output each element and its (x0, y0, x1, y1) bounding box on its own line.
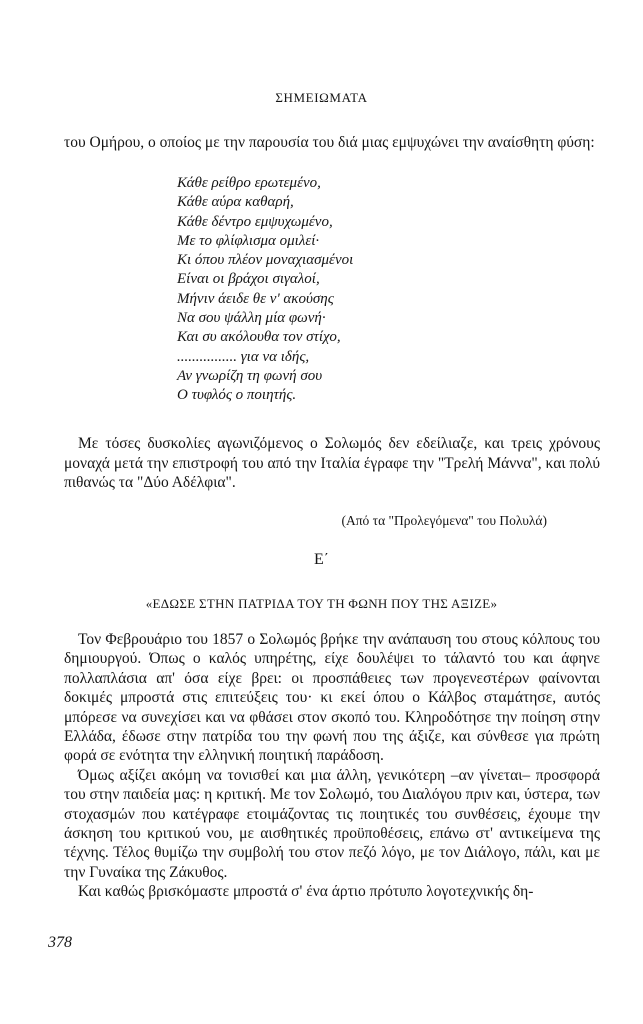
section-paragraph: Τον Φεβρουάριο του 1857 ο Σολωμός βρήκε την ανάπαυση του στους κόλπους του δημιουργού. Όπως ο καλός υπηρέτης, είχε δουλέψει το τάλαντό του και άφηνε πολλαπλάσια απ' όσα είχε βρει: οι προσπάθειες των προγενεστέρων φαίνονται δοκιμές μπροστά στις επιτεύξεις του· κι εκεί όπου ο Κάλβος σταμάτησε, αυτός μπόρεσε να συνεχίσει και να φθάσει στον σκοπό του. Κληροδότησε την ποίηση στην Ελλάδα, έδωσε στην πατρίδα του την φωνή που της άξιζε, και σύνθεσε για πρώτη φορά σε ενότητα την ελληνική ποιητική παράδοση. (64, 631, 600, 765)
poem-line: ................ για να ιδής, (177, 348, 310, 365)
poem-line: Να σου ψάλλη μία φωνή· (177, 310, 326, 327)
poem-line: Αν γνωρίζη τη φωνή σου (177, 367, 323, 384)
poem-line: Ο τυφλός ο ποιητής. (177, 387, 297, 404)
intro-paragraph: του Ομήρου, ο οποίος με την παρουσία του διά μιας εμψυχώνει την αναίσθητη φύση: (64, 134, 595, 151)
section-title: «ΕΔΩΣΕ ΣΤΗΝ ΠΑΤΡΙΔΑ ΤΟΥ ΤΗ ΦΩΝΗ ΠΟΥ ΤΗΣ ΑΞΙΖΕ» (145, 596, 498, 611)
running-header: ΣΗΜΕΙΩΜΑΤΑ (275, 90, 368, 105)
section-paragraph: Και καθώς βρισκόμαστε μπροστά σ' ένα άρτιο πρότυπο λογοτεχνικής δη- (78, 883, 534, 901)
poem-line: Κάθε δέντρο εμψυχωμένο, (177, 213, 333, 230)
poem-line: Κάθε αύρα καθαρή, (177, 194, 294, 211)
paragraph-after-poem: Με τόσες δυσκολίες αγωνιζόμενος ο Σολωμός δεν εδείλιαζε, και τρεις χρόνους μοναχά μετά την επιστροφή του από την Ιταλία έγραφε την "Τρελή Μάννα", και πολύ πιθανώς τα "Δύο Αδέλφια". (64, 435, 600, 491)
page-number: 378 (48, 934, 72, 951)
poem-line: Με το φλίφλισμα ομιλεί· (177, 232, 320, 249)
poem-line: Κι όπου πλέον μοναχιασμένοι (177, 252, 354, 269)
poem-quote (177, 174, 353, 406)
poem-line: Είναι οι βράχοι σιγαλοί, (177, 271, 320, 288)
section-number: Ε΄ (313, 551, 330, 568)
quote-attribution: (Από τα "Προλεγόμενα" του Πολυλά) (341, 513, 547, 528)
poem-line: Κάθε ρείθρο ερωτεμένο, (177, 175, 321, 191)
section-body (64, 630, 600, 902)
poem-line: Μήνιν άειδε θε ν' ακούσης (177, 290, 334, 307)
section-paragraph: Όμως αξίζει ακόμη να τονισθεί και μια άλλη, γενικότερη –αν γίνεται– προσφορά του στην παιδεία μας: η κριτική. Με τον Σολωμό, του Διαλόγου πριν και, ύστερα, των στοχασμών που κατέγραφε ετοιμάζοντας τις ποιητικές του συνθέσεις, έχουμε την άσκηση του κριτικού νου, με αισθητικές προϋποθέσεις, επάνω στ' αντικείμενα της τέχνης. Τέλος θυμίζω την συμβολή του στον πεζό λόγο, με τον Διάλογο, πάλι, και με την Γυναίκα της Ζάκυθος. (64, 766, 600, 881)
poem-line: Και συ ακόλουθα τον στίχο, (177, 329, 341, 346)
